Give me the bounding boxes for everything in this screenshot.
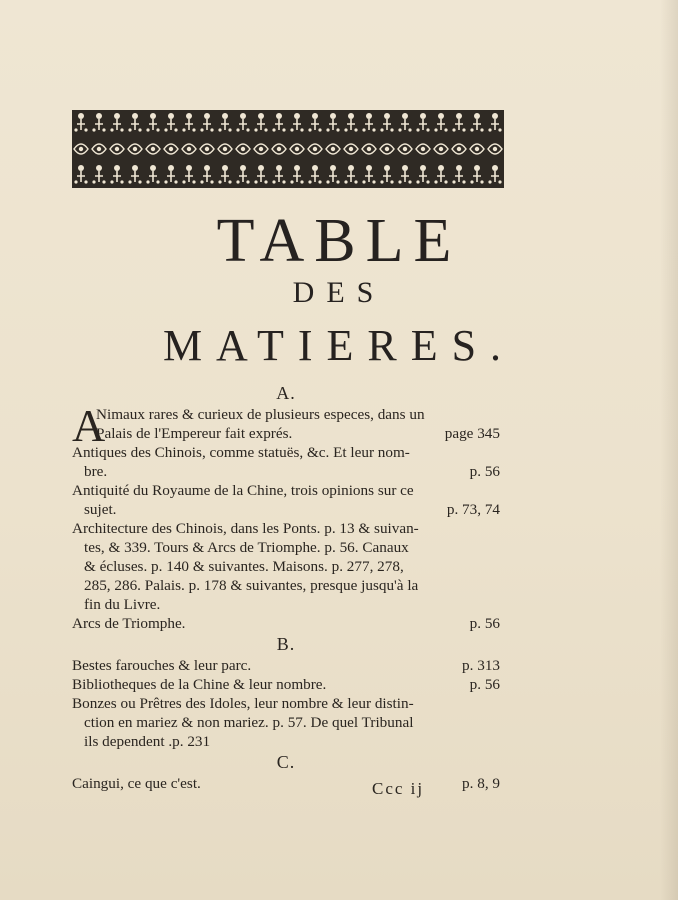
index-entry xyxy=(72,694,500,751)
page-reference: p. 313 xyxy=(462,657,500,674)
page-reference: p. 56 xyxy=(469,463,500,480)
entry-line: Bestes farouches & leur parc. xyxy=(72,657,252,674)
index-entry xyxy=(72,400,500,451)
section-letter-a: A. xyxy=(276,383,296,403)
index-entry xyxy=(72,675,500,694)
ornamental-headpiece xyxy=(72,110,504,188)
page-reference: p. 73, 74 xyxy=(446,501,500,518)
entry-line: tes, & 339. Tours & Arcs de Triomphe. p. 56. Canaux xyxy=(84,539,409,556)
entry-line: fin du Livre. xyxy=(84,596,161,613)
page-reference: page 345 xyxy=(444,425,500,442)
entry-line: sujet. xyxy=(84,501,117,518)
entry-line: Nimaux rares & curieux de plusieurs especes, dans un xyxy=(96,406,425,423)
signature-mark: Ccc ij xyxy=(372,779,425,798)
index-entry xyxy=(72,481,500,519)
index-entry xyxy=(72,443,500,481)
section-letter-c: C. xyxy=(276,752,296,772)
entry-line: Caingui, ce que c'est. xyxy=(72,775,201,792)
entry-line: Palais de l'Empereur fait exprés. xyxy=(96,425,293,442)
drop-cap: A xyxy=(72,400,106,451)
entry-line: Antiques des Chinois, comme statuës, &c. Et leur nom- xyxy=(72,444,410,461)
entry-line: Bibliotheques de la Chine & leur nombre. xyxy=(72,676,327,693)
entry-line: ils dependent .p. 231 xyxy=(84,733,211,750)
entry-line: & écluses. p. 140 & suivantes. Maisons. p. 277, 278, xyxy=(84,558,404,575)
page-title: TABLE xyxy=(216,207,462,275)
index-entry xyxy=(72,774,500,793)
index-entry xyxy=(72,614,500,633)
entry-line: ction en mariez & non mariez. p. 57. De quel Tribunal xyxy=(84,714,414,731)
entry-line: bre. xyxy=(84,463,108,480)
page-reference: p. 56 xyxy=(469,615,500,632)
section-letter-b: B. xyxy=(276,634,296,654)
page-edge-shadow xyxy=(660,0,678,900)
entry-line: Antiquité du Royaume de la Chine, trois opinions sur ce xyxy=(72,482,414,499)
index-entry xyxy=(72,519,500,614)
entry-line: 285, 286. Palais. p. 178 & suivantes, presque jusqu'à la xyxy=(84,577,419,594)
page-subtitle: DES xyxy=(292,276,386,309)
index-content xyxy=(72,382,500,793)
entry-line: Bonzes ou Prêtres des Idoles, leur nombre & leur distin- xyxy=(72,695,414,712)
entry-line: Architecture des Chinois, dans les Ponts. p. 13 & suivan- xyxy=(72,520,419,537)
page-subtitle-matieres: MATIERES. xyxy=(162,321,516,370)
entry-line: Arcs de Triomphe. xyxy=(72,615,186,632)
page-reference: p. 8, 9 xyxy=(462,775,500,792)
index-entry xyxy=(72,656,500,675)
page-reference: p. 56 xyxy=(469,676,500,693)
